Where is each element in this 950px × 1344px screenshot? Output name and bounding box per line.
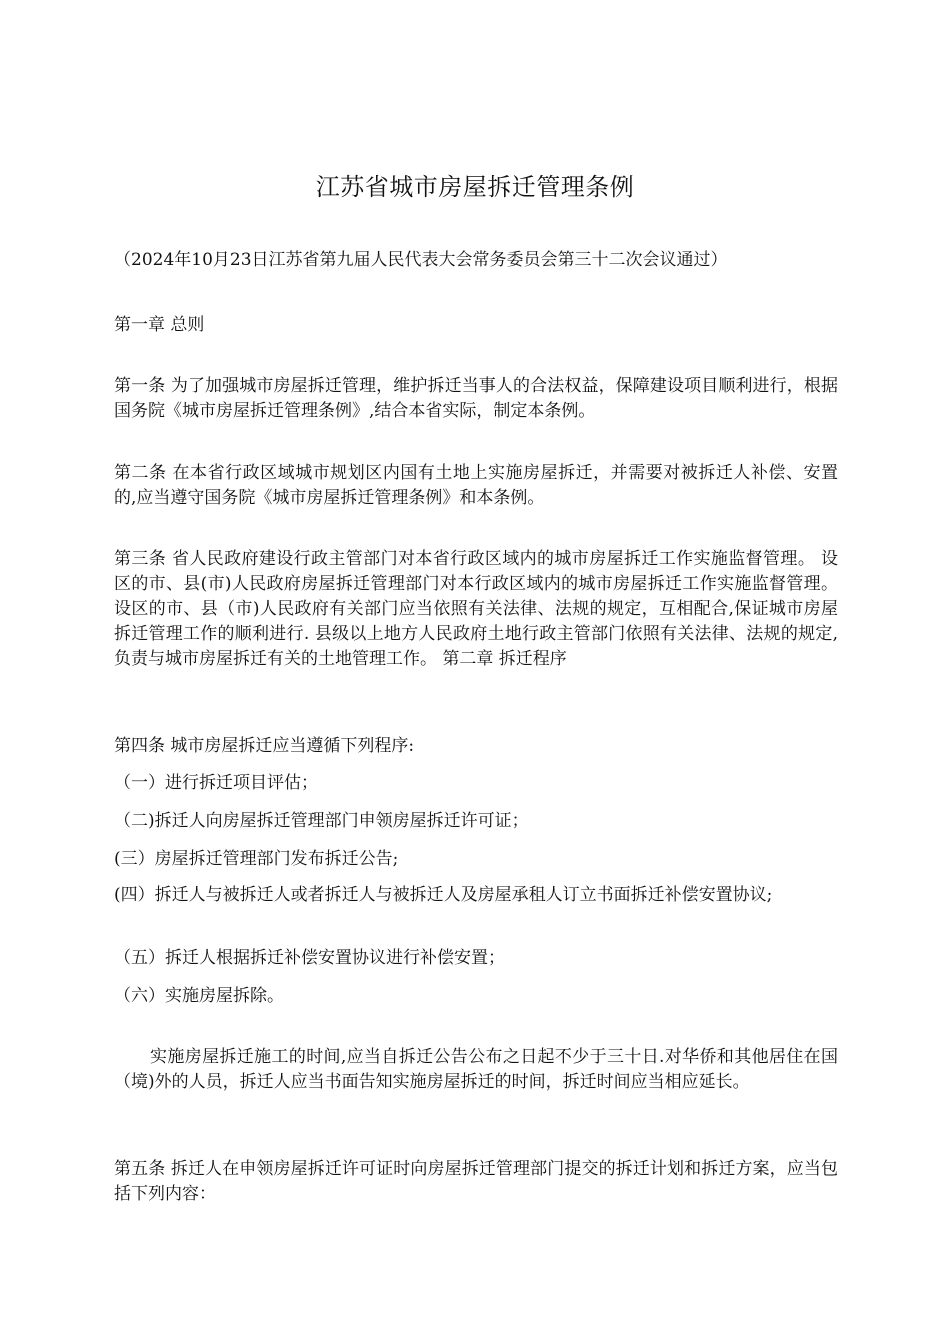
- article-2: 第二条 在本省行政区域城市规划区内国有土地上实施房屋拆迁，并需要对被拆迁人补偿、安置的,应当遵守国务院《城市房屋拆迁管理条例》和本条例。: [114, 463, 838, 508]
- list-item: (三）房屋拆迁管理部门发布拆迁公告;: [114, 849, 399, 869]
- adoption-note: （2024年10月23日江苏省第九届人民代表大会常务委员会第三十二次会议通过）: [114, 250, 728, 270]
- article-4-intro: 第四条 城市房屋拆迁应当遵循下列程序:: [114, 736, 415, 756]
- document-title: 江苏省城市房屋拆迁管理条例: [315, 173, 635, 201]
- article-5: 第五条 拆迁人在申领房屋拆迁许可证时向房屋拆迁管理部门提交的拆迁计划和拆迁方案，应当包括下列内容：: [114, 1159, 838, 1204]
- chapter-heading: 第一章 总则: [114, 315, 205, 335]
- list-item: （一）进行拆迁项目评估；: [114, 773, 318, 793]
- list-item: （二)拆迁人向房屋拆迁管理部门申领房屋拆迁许可证；: [114, 811, 529, 831]
- article-3: 第三条 省人民政府建设行政主管部门对本省行政区域内的城市房屋拆迁工作实施监督管理。 设区的市、县(市)人民政府房屋拆迁管理部门对本行政区域内的城市房屋拆迁工作实施监督管理。设区的市、县（市)人民政府有关部门应当依照有关法律、法规的规定，互相配合,保证城市房屋拆迁管理工作的顺利进行. 县级以上地方人民政府土地行政主管部门依照有关法律、法规的规定,负责与城市房屋拆迁有关的土地管理工作。 第二章 拆迁程序: [114, 549, 838, 669]
- list-item: （六）实施房屋拆除。: [114, 986, 284, 1006]
- list-item: （五）拆迁人根据拆迁补偿安置协议进行补偿安置；: [114, 948, 505, 968]
- article-4-paragraph: 实施房屋拆迁施工的时间,应当自拆迁公告公布之日起不少于三十日.对华侨和其他居住在国（境)外的人员，拆迁人应当书面告知实施房屋拆迁的时间，拆迁时间应当相应延长。: [114, 1047, 838, 1092]
- list-item: (四）拆迁人与被拆迁人或者拆迁人与被拆迁人及房屋承租人订立书面拆迁补偿安置协议;: [114, 885, 773, 905]
- article-1: 第一条 为了加强城市房屋拆迁管理，维护拆迁当事人的合法权益，保障建设项目顺利进行，根据国务院《城市房屋拆迁管理条例》,结合本省实际，制定本条例。: [114, 376, 838, 421]
